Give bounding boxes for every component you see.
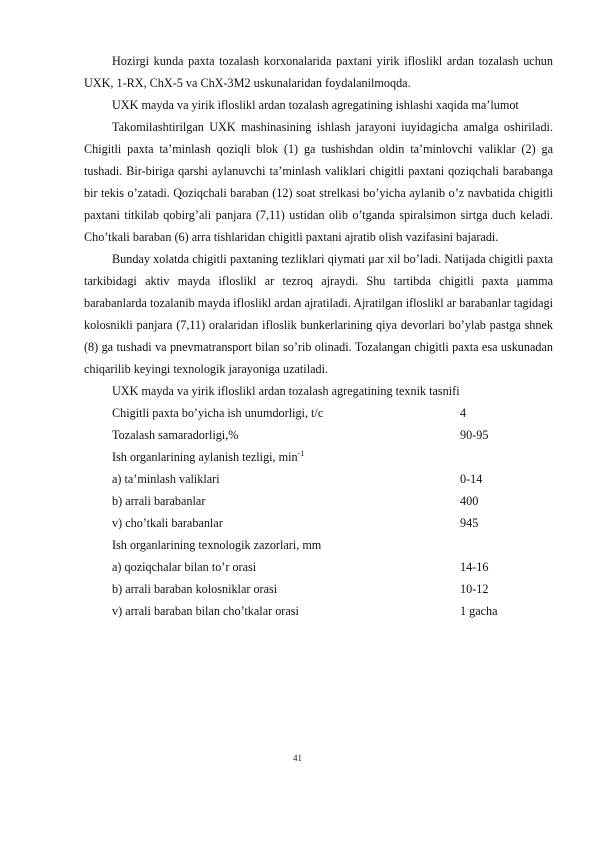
- spec-row-speed-v: [84, 512, 553, 534]
- document-page: [84, 50, 553, 622]
- spec-value: 400: [460, 494, 479, 508]
- spec-value: 945: [460, 516, 479, 530]
- spec-speed-heading: [84, 446, 553, 468]
- spec-label: b) arrali barabanlar: [112, 494, 206, 508]
- spec-row-gap-v: [84, 600, 553, 622]
- spec-label: b) arrali baraban kolosniklar orasi: [112, 582, 278, 596]
- paragraph-process: Takomilashtirilgan UXK mashinasining ishlash jarayoni iuyidagicha amalga oshiriladi. Chigitli paxta ta’minlash qoziqli blok (1) ga tushishdan oldin ta’minlovchi valiklar (2) ga tushadi. Bir-biriga qarshi aylanuvchi ta’minlash valiklari chigitli paxtani qoziqchali barabanga bir tekis o’zatadi. Qoziqchali baraban (12) soat strelkasi bo’yicha aylanib o’z navbatida chigitli paxtani titkilab qobirg’ali panjara (7,11) ustidan olib o’tganda spiralsimon sirtga duch keladi. Cho’tkali baraban (6) arra tishlaridan chigitli paxtani ajratib olish vazifasini bajaradi.: [84, 120, 553, 244]
- paragraph-heading-info: UXK mayda va yirik ifloslikl ardan tozalash agregatining ishlashi xaqida ma’lumot: [112, 98, 519, 112]
- spec-label: a) ta’minlash valiklari: [112, 472, 220, 486]
- spec-row-speed-b: [84, 490, 553, 512]
- paragraph-intro: Hozirgi kunda paxta tozalash korxonalarida paxtani yirik ifloslikl ardan tozalash uchun UXK, 1-RX, ChX-5 va ChX-3M2 uskunalaridan foydalanilmoqda.: [84, 54, 553, 90]
- spec-row-speed-a: [84, 468, 553, 490]
- spec-label: Tozalash samaradorligi,%: [112, 428, 239, 442]
- spec-row-gap-a: [84, 556, 553, 578]
- paragraph-speeds: Bunday xolatda chigitli paxtaning tezliklari qiymati μar xil bo’ladi. Natijada chigitli paxta tarkibidagi aktiv mayda ifloslikl ar tezroq ajraydi. Shu tartibda chigitli paxta μamma barabanlarda tozalanib mayda ifloslikl ardan ajratiladi. Ajratilgan ifloslikl ar barabanlar tagidagi kolosnikli panjara (7,11) oralaridan ifloslik bunkerlarining qiya devorlari bo’ylab pastga shnek (8) ga tushadi va pnevmatransport bilan so’rib olinadi. Tozalangan chigitli paxta esa uskunadan chiqarilib keyingi texnologik jarayoniga uzatiladi.: [84, 252, 553, 376]
- spec-value: 10-12: [460, 582, 489, 596]
- spec-label: v) arrali baraban bilan cho’tkalar orasi: [112, 604, 299, 618]
- spec-value: 1 gacha: [460, 604, 498, 618]
- spec-value: 0-14: [460, 472, 483, 486]
- spec-row-productivity: [84, 402, 553, 424]
- spec-label: v) cho’tkali barabanlar: [112, 516, 223, 530]
- spec-row-gap-b: [84, 578, 553, 600]
- speed-unit-superscript: -1: [297, 448, 305, 458]
- spec-row-efficiency: [84, 424, 553, 446]
- spec-gap-heading: Ish organlarining texnologik zazorlari, mm: [112, 538, 322, 552]
- page-number: 41: [293, 753, 302, 763]
- speed-heading-text: Ish organlarining aylanish tezligi, min: [112, 450, 298, 464]
- spec-value: 14-16: [460, 560, 489, 574]
- spec-label: a) qoziqchalar bilan to’r orasi: [112, 560, 257, 574]
- spec-label: Chigitli paxta bo’yicha ish unumdorligi, t/c: [112, 406, 324, 420]
- spec-value: 90-95: [460, 428, 489, 442]
- spec-value: 4: [460, 406, 467, 420]
- spec-title: UXK mayda va yirik ifloslikl ardan tozalash agregatining texnik tasnifi: [112, 384, 460, 398]
